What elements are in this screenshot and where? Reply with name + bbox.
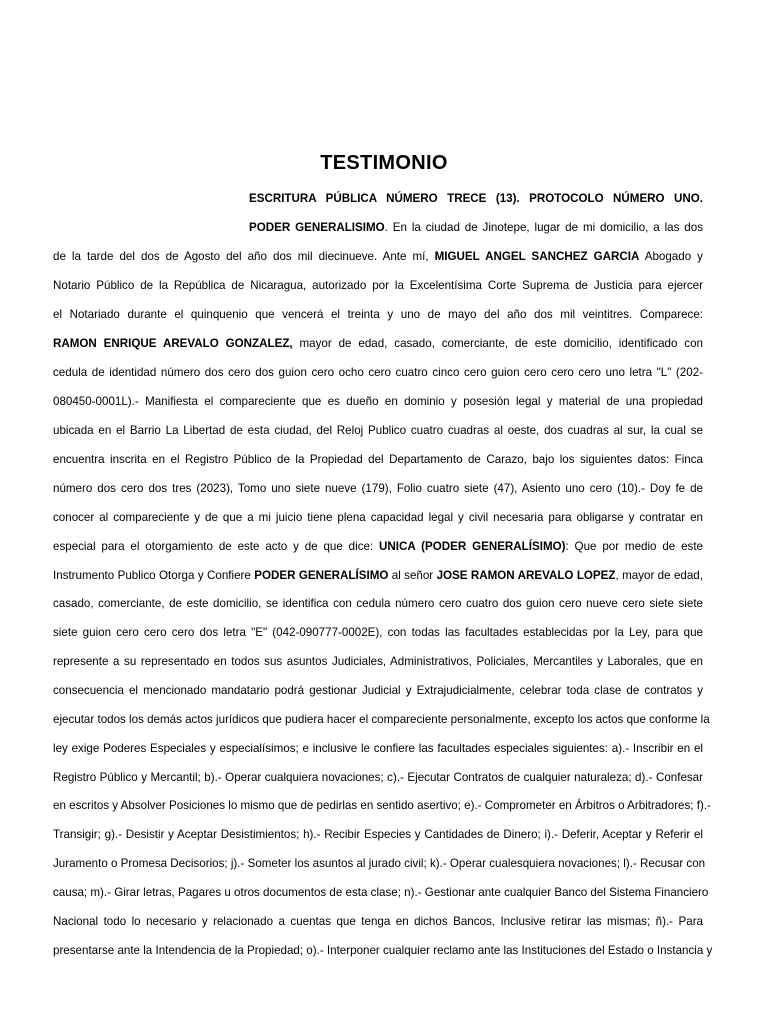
- text-line: [53, 944, 713, 958]
- text-run: consecuencia el mencionado mandatario podrá gestionar Judicial y Extrajudicialmente, celebrar toda clase de contratos y: [53, 684, 703, 697]
- text-run: casado, comerciante, de este domicilio, se identifica con cedula número cero cuatro dos guion cero nueve cero siete siete: [53, 597, 703, 610]
- text-line: [53, 337, 703, 351]
- text-run: represente a su representado en todos sus asuntos Judiciales, Administrativos, Policiales, Mercantiles y Laborales, que en: [53, 655, 703, 668]
- bold-text: UNICA (PODER GENERALÍSIMO): [379, 540, 566, 553]
- text-run: encuentra inscrita en el Registro Público de la Propiedad del Departamento de Carazo, bajo los siguientes datos: Finca: [53, 453, 703, 466]
- text-line: [53, 597, 703, 611]
- text-line: [53, 424, 703, 438]
- text-run: ubicada en el Barrio La Libertad de esta ciudad, del Reloj Publico cuatro cuadras al oeste, dos cuadras al sur, la cual se: [53, 424, 703, 437]
- bold-text: PODER GENERALISIMO: [249, 221, 385, 234]
- text-run: mayor de edad, casado, comerciante, de este domicilio, identificado con: [292, 337, 703, 350]
- text-line: [249, 221, 703, 235]
- text-line: [53, 453, 703, 467]
- text-run: en escritos y Absolver Posiciones lo mismo que de pedirlas en sentido asertivo; e).- Comprometer en Árbitros o Arbitradores; f).-: [53, 799, 711, 812]
- text-run: Juramento o Promesa Decisorios; j).- Someter los asuntos al jurado civil; k).- Operar cualesquiera novaciones; l).- Recusar con: [53, 857, 706, 870]
- bold-text: ,: [289, 337, 293, 350]
- text-line: [53, 511, 703, 525]
- text-run: causa; m).- Girar letras, Pagares u otros documentos de esta clase; n).- Gestionar ante cualquier Banco del Sistema Financiero: [53, 886, 709, 899]
- bold-text: RAMON ENRIQUE AREVALO GONZALEZ: [53, 337, 290, 350]
- text-run: Notario Público de la República de Nicaragua, autorizado por la Excelentísima Corte Suprema de Justicia para ejercer: [53, 279, 703, 292]
- text-run: cedula de identidad número dos cero dos guion cero ocho cero cuatro cinco cero guion cero cero cero uno letra "L" (202-: [53, 366, 703, 379]
- text-line: [53, 482, 703, 496]
- text-run: presentarse ante la Intendencia de la Propiedad; o).- Interponer cualquier reclamo ante las Instituciones del Estado o Instancia y: [53, 944, 713, 957]
- text-line: [53, 713, 710, 727]
- bold-text: JOSE RAMON AREVALO LOPEZ: [436, 569, 616, 582]
- text-line: [53, 886, 709, 900]
- text-line: [53, 828, 703, 842]
- text-run: especial para el otorgamiento de este acto y de que dice:: [53, 540, 380, 553]
- text-run: , mayor de edad,: [615, 569, 703, 582]
- text-run: . En la ciudad de Jinotepe, lugar de mi domicilio, a las dos: [384, 221, 703, 234]
- text-run: número dos cero dos tres (2023), Tomo uno siete nueve (179), Folio cuatro siete (47), Asiento uno cero (10).- Doy fe de: [53, 482, 703, 495]
- bold-text: PODER GENERALÍSIMO: [254, 569, 389, 582]
- text-run: Nacional todo lo necesario y relacionado a cuentas que tenga en dichos Bancos, Inclusive retirar las mismas; ñ).- Para: [53, 915, 703, 928]
- text-run: : Que por medio de este: [565, 540, 703, 553]
- text-line: [53, 915, 703, 929]
- text-run: de la tarde del dos de Agosto del año dos mil diecinueve. Ante mí,: [53, 250, 435, 263]
- text-line: [249, 192, 703, 206]
- text-line: [53, 655, 703, 669]
- text-line: [53, 250, 703, 264]
- text-line: [53, 569, 703, 583]
- text-run: Abogado y: [639, 250, 703, 263]
- text-line: [53, 626, 703, 640]
- text-run: Registro Público y Mercantil; b).- Operar cualquiera novaciones; c).- Ejecutar Contratos de cualquier naturaleza; d).- Confesar: [53, 771, 703, 784]
- text-line: [53, 857, 706, 871]
- text-run: siete guion cero cero cero dos letra "E" (042-090777-0002E), con todas las facultades establecidas por la Ley, para que: [53, 626, 703, 639]
- text-line: [53, 742, 703, 756]
- text-line: [53, 799, 711, 813]
- text-line: [53, 308, 703, 322]
- text-run: conocer al compareciente y de que a mi juicio tiene plena capacidad legal y civil necesaria para obligarse y contratar en: [53, 511, 703, 524]
- text-run: el Notariado durante el quinquenio que vencerá el treinta y uno de mayo del año dos mil veintitres. Comparece:: [53, 308, 703, 321]
- text-run: Transigir; g).- Desistir y Aceptar Desistimientos; h).- Recibir Especies y Cantidades de Dinero; i).- Deferir, Aceptar y Referir el: [53, 828, 703, 841]
- text-line: [53, 395, 703, 409]
- text-run: ley exige Poderes Especiales y especialísimos; e inclusive le confiere las facultades especiales siguientes: a).- Inscribir en el: [53, 742, 703, 755]
- text-line: [53, 366, 703, 380]
- text-run: 080450-0001L).- Manifiesta el compareciente que es dueño en dominio y posesión legal y material de una propiedad: [53, 395, 703, 408]
- text-run: al señor: [388, 569, 437, 582]
- bold-text: ESCRITURA PÚBLICA NÚMERO TRECE (13). PROTOCOLO NÚMERO UNO.: [249, 192, 703, 205]
- text-line: [53, 540, 703, 554]
- text-run: Instrumento Publico Otorga y Confiere: [53, 569, 255, 582]
- text-line: [53, 684, 703, 698]
- bold-text: MIGUEL ANGEL SANCHEZ GARCIA: [434, 250, 640, 263]
- document-title: TESTIMONIO: [320, 152, 448, 174]
- text-run: ejecutar todos los demás actos jurídicos que pudiera hacer el compareciente personalmente, excepto los actos que conforme la: [53, 713, 710, 726]
- text-line: [53, 279, 703, 293]
- text-line: [53, 771, 703, 785]
